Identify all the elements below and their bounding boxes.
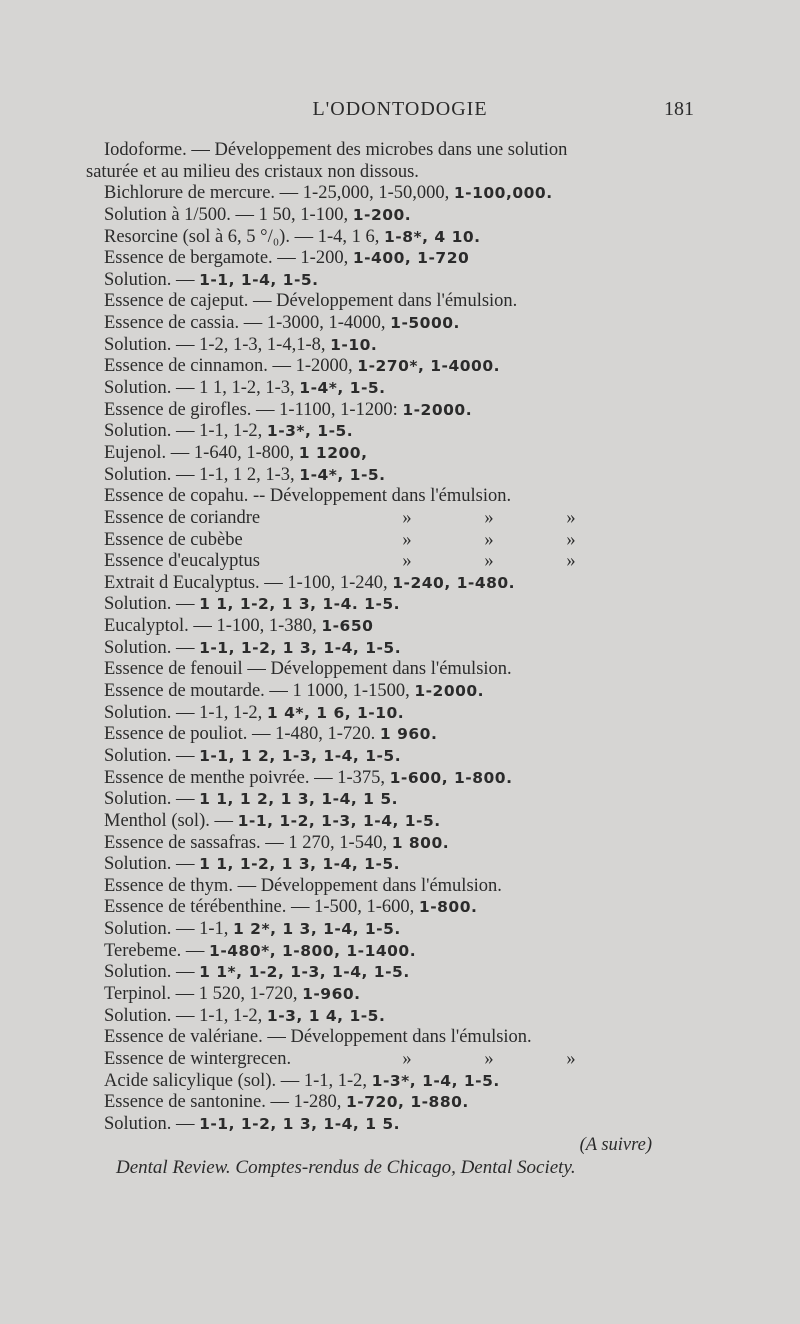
line-text: Solution. — 1-1, [104, 919, 233, 940]
line-text: Essence de girofles. — 1-1100, 1-1200: [104, 399, 403, 420]
bold-values: 1-270*, 1-4000. [357, 357, 501, 376]
bold-values: 1-3*, 1-4, 1-5. [371, 1071, 500, 1090]
text-line [104, 746, 704, 768]
text-line [104, 508, 704, 530]
text-line [104, 313, 704, 335]
text-line [104, 421, 704, 443]
bold-values: 1-600, 1-800. [389, 768, 513, 787]
ditto-mark: » [566, 507, 576, 528]
bold-values: 1 1*, 1-2, 1-3, 1-4, 1-5. [199, 963, 410, 982]
line-text: Essence de thym. — Développement dans l'émulsion. [104, 875, 502, 896]
text-line [104, 356, 704, 378]
text-line [104, 248, 704, 270]
text-line [104, 573, 704, 595]
line-text: Extrait d Eucalyptus. — 1-100, 1-240, [104, 572, 393, 593]
line-label: Essence d'eucalyptus [104, 551, 260, 572]
line-text: Solution. — 1 1, 1-2, 1-3, [104, 378, 300, 399]
text-line [104, 270, 704, 292]
text-line [104, 854, 704, 876]
ditto-mark: » [484, 551, 494, 572]
text-line [104, 465, 704, 487]
line-text: Eujenol. — 1-640, 1-800, [104, 442, 299, 463]
text-line [104, 486, 704, 508]
ditto-mark: » [484, 529, 494, 550]
ditto-mark: » [402, 551, 412, 572]
line-text: Essence de sassafras. — 1 270, 1-540, [104, 832, 392, 853]
text-line [104, 1114, 704, 1136]
page-body [86, 140, 704, 1179]
line-text: Essence de moutarde. — 1 1000, 1-1500, [104, 681, 415, 702]
line-text: Resorcine (sol à 6, 5 °/₀). — 1-4, 1 6, [104, 226, 384, 247]
bold-values: 1-400, 1-720 [352, 249, 470, 268]
line-text: Terebeme. — [104, 940, 210, 961]
ditto-mark: » [402, 507, 412, 528]
ditto-mark: » [402, 1048, 412, 1069]
bold-values: 1-8*, 4 10. [384, 227, 481, 246]
line-text: Essence de santonine. — 1-280, [104, 1092, 346, 1113]
text-line [104, 1092, 704, 1114]
bold-values: 1-1, 1-2, 1-3, 1-4, 1-5. [237, 811, 441, 830]
text-line [86, 162, 704, 184]
text-line [104, 789, 704, 811]
text-line [104, 1006, 704, 1028]
line-text: Solution à 1/500. — 1 50, 1-100, [104, 204, 353, 225]
line-text: Menthol (sol). — [104, 810, 238, 831]
continuation-note: (A suivre) [579, 1135, 652, 1156]
source-citation: Dental Review. Comptes-rendus de Chicago, Dental Society. [116, 1157, 576, 1179]
line-text: Acide salicylique (sol). — 1-1, 1-2, [104, 1070, 372, 1091]
bold-values: 1-4*, 1-5. [299, 379, 386, 398]
text-line [104, 833, 704, 855]
line-text: Bichlorure de mercure. — 1-25,000, 1-50,000, [104, 183, 454, 204]
line-text: Solution. — [104, 854, 200, 875]
text-line [104, 594, 704, 616]
bold-values: 1-5000. [390, 314, 460, 333]
bold-values: 1 2*, 1 3, 1-4, 1-5. [233, 920, 401, 939]
line-label: Essence de cubèbe [104, 529, 243, 550]
text-line [104, 1071, 704, 1093]
bold-values: 1-1, 1-4, 1-5. [199, 270, 319, 289]
bold-values: 1-4*, 1-5. [299, 465, 386, 484]
line-text: Solution. — [104, 637, 200, 658]
text-line [104, 443, 704, 465]
bold-values: 1-3, 1 4, 1-5. [266, 1006, 386, 1025]
text-line [104, 400, 704, 422]
text-line [104, 897, 704, 919]
bold-values: 1-3*, 1-5. [266, 422, 354, 441]
text-line [104, 638, 704, 660]
line-text: Essence de bergamote. — 1-200, [104, 248, 353, 269]
line-text: Terpinol. — 1 520, 1-720, [104, 983, 303, 1004]
text-line [104, 227, 704, 249]
text-line [104, 984, 704, 1006]
line-text: Solution. — 1-1, 1-2, [104, 702, 267, 723]
line-text: Essence de cajeput. — Développement dans l'émulsion. [104, 291, 518, 312]
line-text: Solution. — [104, 594, 200, 615]
bold-values: 1-1, 1 2, 1-3, 1-4, 1-5. [199, 746, 402, 765]
bold-values: 1-1, 1-2, 1 3, 1-4, 1 5. [199, 1114, 401, 1133]
bold-values: 1-2000. [402, 400, 473, 419]
bold-values: 1-2000. [414, 682, 485, 701]
text-line [104, 703, 704, 725]
line-text: saturée et au milieu des cristaux non dissous. [86, 161, 419, 182]
text-line [104, 616, 704, 638]
text-line [104, 1049, 704, 1071]
bold-values: 1-650 [321, 617, 374, 636]
bold-values: 1-240, 1-480. [392, 573, 516, 592]
line-label: Essence de coriandre [104, 507, 261, 528]
line-text: Solution. — 1-1, 1-2, [104, 1005, 267, 1026]
bold-values: 1-720, 1-880. [345, 1093, 469, 1112]
ditto-mark: » [402, 529, 412, 550]
text-line [104, 183, 704, 205]
line-text: Essence de menthe poivrée. — 1-375, [104, 767, 390, 788]
page-number: 181 [664, 98, 694, 120]
bold-values: 1-1, 1-2, 1 3, 1-4, 1-5. [199, 638, 402, 657]
bold-values: 1-10. [330, 335, 378, 354]
bold-values: 1 1, 1 2, 1 3, 1-4, 1 5. [199, 790, 398, 809]
bold-values: 1 4*, 1 6, 1-10. [266, 703, 405, 722]
text-line [104, 919, 704, 941]
line-text: Essence de fenouil — Développement dans l'émulsion. [104, 659, 512, 680]
line-text: Solution. — [104, 269, 200, 290]
text-line [104, 378, 704, 400]
bold-values: 1 1, 1-2, 1 3, 1-4, 1-5. [199, 855, 401, 874]
text-line [104, 291, 704, 313]
line-text: Eucalyptol. — 1-100, 1-380, [104, 616, 322, 637]
bold-values: 1-960. [302, 984, 361, 1003]
ditto-mark: » [484, 1048, 494, 1069]
text-line [104, 140, 704, 162]
line-text: Essence de valériane. — Développement dans l'émulsion. [104, 1027, 532, 1048]
line-text: Essence de cinnamon. — 1-2000, [104, 356, 358, 377]
page-header [0, 96, 800, 124]
bold-values: 1 960. [379, 725, 438, 744]
text-line [104, 335, 704, 357]
ditto-mark: » [566, 1048, 576, 1069]
bold-values: 1-100,000. [453, 184, 553, 203]
bold-values: 1-800. [418, 898, 478, 917]
bold-values: 1 1200, [298, 443, 368, 462]
text-line [104, 876, 704, 898]
line-text: Solution. — [104, 789, 200, 810]
bold-values: 1-480*, 1-800, 1-1400. [209, 941, 417, 960]
text-line [104, 941, 704, 963]
text-line [104, 530, 704, 552]
text-line [104, 205, 704, 227]
bold-values: 1-200. [352, 205, 412, 224]
line-text: Solution. — [104, 962, 200, 983]
line-label: Essence de wintergrecen. [104, 1048, 292, 1069]
text-line [104, 1027, 704, 1049]
line-text: Iodoforme. — Développement des microbes dans une solution [104, 140, 568, 160]
line-text: Solution. — 1-1, 1-2, [104, 421, 267, 442]
text-line [104, 724, 704, 746]
text-line [104, 551, 704, 573]
text-line [104, 659, 704, 681]
ditto-mark: » [566, 551, 576, 572]
text-line [104, 962, 704, 984]
text-line [104, 811, 704, 833]
line-text: Essence de cassia. — 1-3000, 1-4000, [104, 313, 391, 334]
bold-values: 1 800. [391, 833, 450, 852]
text-line [104, 768, 704, 790]
line-text: Solution. — 1-1, 1 2, 1-3, [104, 464, 300, 485]
bold-values: 1 1, 1-2, 1 3, 1-4. 1-5. [199, 595, 401, 614]
line-text: Solution. — [104, 1113, 200, 1134]
line-text: Essence de térébenthine. — 1-500, 1-600, [104, 897, 419, 918]
ditto-mark: » [566, 529, 576, 550]
line-text: Essence de pouliot. — 1-480, 1-720. [104, 724, 380, 745]
running-title: L'ODONTODOGIE [312, 98, 488, 120]
line-text: Solution. — [104, 745, 200, 766]
line-text: Essence de copahu. -- Développement dans l'émulsion. [104, 486, 512, 507]
text-line [104, 681, 704, 703]
ditto-mark: » [484, 507, 494, 528]
line-text: Solution. — 1-2, 1-3, 1-4,1-8, [104, 334, 331, 355]
